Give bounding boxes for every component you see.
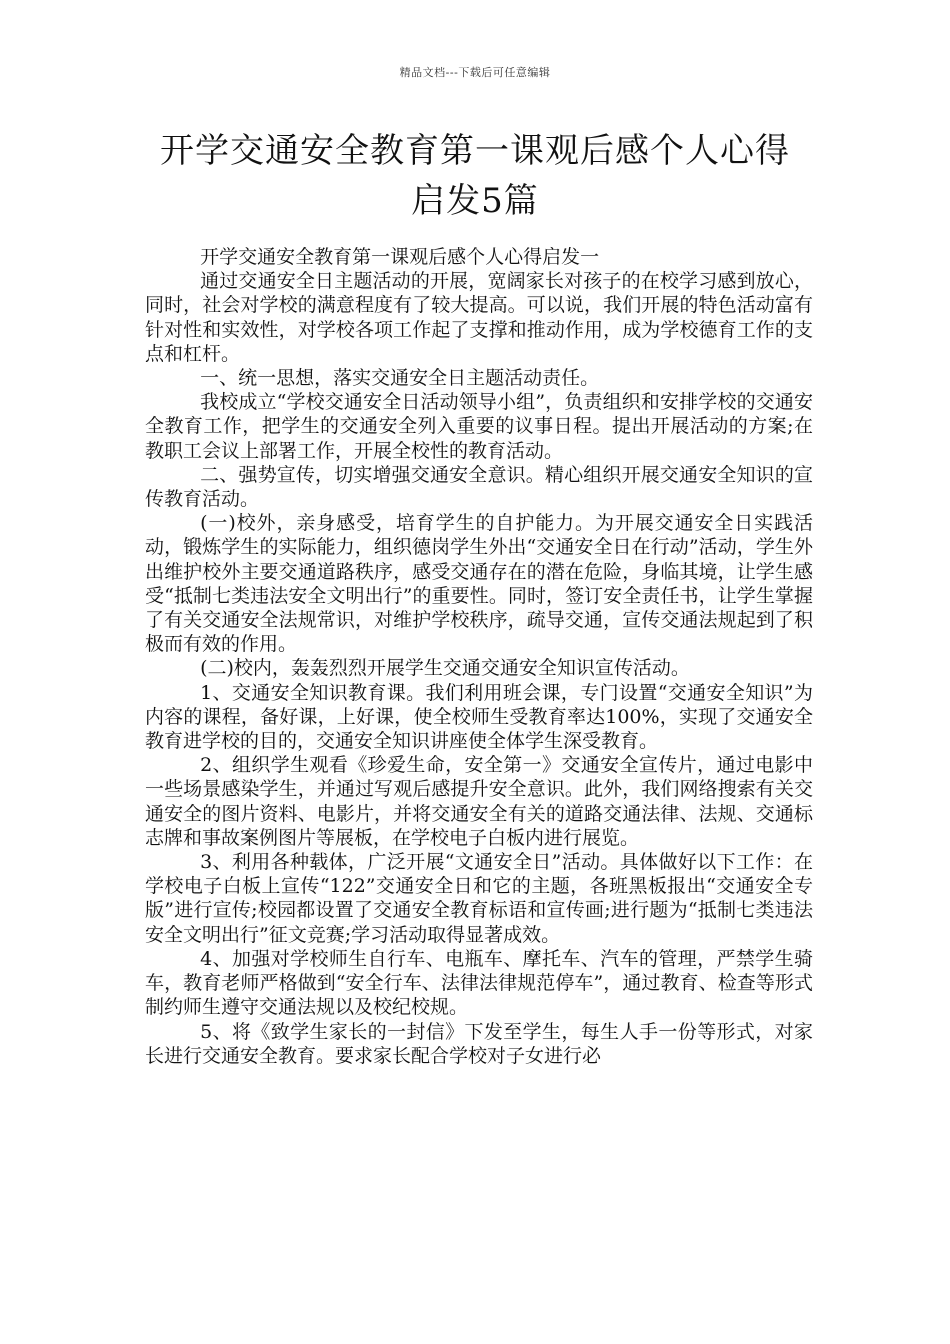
- document-title-line-2: 启发5篇: [411, 181, 539, 221]
- list-item: 4、加强对学校师生自行车、电瓶车、摩托车、汽车的管理，严禁学生骑车，教育老师严格做到“安全行车、法律法律规范停车”，通过教育、检查等形式制约师生遵守交通法规以及校纪校规。: [145, 947, 813, 1019]
- document-body: [145, 245, 813, 1068]
- document-title-line-1: 开学交通安全教育第一课观后感个人心得: [160, 131, 790, 171]
- list-item: 3、利用各种载体，广泛开展“文通安全日”活动。具体做好以下工作：在学校电子白板上宣传“122”交通安全日和它的主题，各班黑板报出“交通安全专版”进行宣传;校园都设置了交通安全教育标语和宣传画;进行题为“抵制七类违法安全文明出行”征文竞赛;学习活动取得显著成效。: [145, 851, 813, 946]
- document-title: [120, 126, 830, 226]
- paragraph: (二)校内，轰轰烈烈开展学生交通交通安全知识宣传活动。: [200, 657, 690, 680]
- paragraph-subtitle: 开学交通安全教育第一课观后感个人心得启发一: [200, 246, 600, 268]
- paragraph: (一)校外，亲身感受，培育学生的自护能力。为开展交通安全日实践活动，锻炼学生的实际能力，组织德岗学生外出“交通安全日在行动”活动，学生外出维护校外主要交通道路秩序，感受交通存在的潜在危险，身临其境，让学生感受“抵制七类违法安全文明出行”的重要性。同时，签订安全责任书，让学生掌握了有关交通安全法规常识，对维护学校秩序，疏导交通，宣传交通法规起到了积极而有效的作用。: [145, 512, 813, 656]
- paragraph: 通过交通安全日主题活动的开展，宽阔家长对孩子的在校学习感到放心，同时，社会对学校的满意程度有了较大提高。可以说，我们开展的特色活动富有针对性和实效性，对学校各项工作起了支撑和推动作用，成为学校德育工作的支点和杠杆。: [145, 270, 813, 365]
- list-item: 2、组织学生观看《珍爱生命，安全第一》交通安全宣传片，通过电影中一些场景感染学生，并通过写观后感提升安全意识。此外，我们网络搜索有关交通安全的图片资料、电影片，并将交通安全有关的道路交通法律、法规、交通标志牌和事故案例图片等展板，在学校电子白板内进行展览。: [145, 754, 813, 849]
- paragraph: 我校成立“学校交通安全日活动领导小组”，负责组织和安排学校的交通安全教育工作，把学生的交通安全列入重要的议事日程。提出开展活动的方案;在教职工会议上部署工作，开展全校性的教育活动。: [145, 391, 813, 462]
- list-item: 5、将《致学生家长的一封信》下发至学生，每生人手一份等形式，对家长进行交通安全教育。要求家长配合学校对子女进行必: [145, 1020, 813, 1067]
- header-note: 精品文档---下载后可任意编辑: [399, 66, 551, 79]
- section-heading: 一、统一思想，落实交通安全日主题活动责任。: [200, 367, 600, 390]
- section-heading: 二、强势宣传，切实增强交通安全意识。精心组织开展交通安全知识的宣传教育活动。: [145, 463, 813, 511]
- list-item: 1、交通安全知识教育课。我们利用班会课，专门设置“交通安全知识”为内容的课程，备好课，上好课，使全校师生受教育率达100%，实现了交通安全教育进学校的目的，交通安全知识讲座使全体学生深受教育。: [145, 681, 813, 753]
